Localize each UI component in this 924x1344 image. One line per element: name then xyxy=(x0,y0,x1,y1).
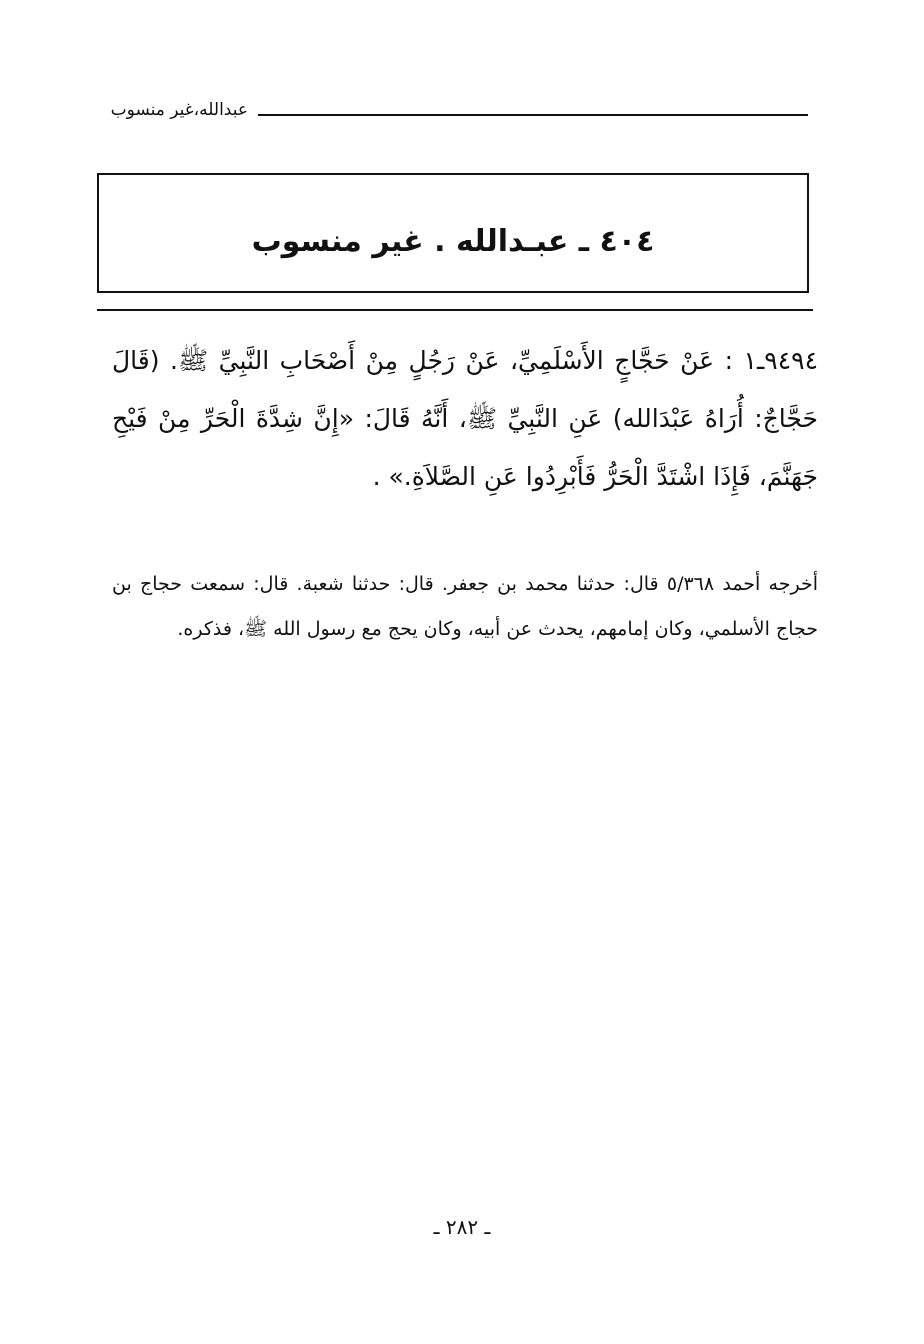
chapter-title: ٤٠٤ ـ عبـدالله . غير منسوب xyxy=(251,224,655,259)
title-bottom-rule xyxy=(97,309,813,311)
hadith-text: عَنْ حَجَّاجٍ الأَسْلَمِيِّ، عَنْ رَجُلٍ مِنْ أَصْحَابِ النَّبِيِّ ﷺ. (قَالَ حَجَّاجٌ: أُرَاهُ عَبْدَالله) عَنِ النَّبِيِّ ﷺ، أَنَّهُ قَالَ: «إِنَّ شِدَّةَ الْحَرِّ مِنْ فَيْحِ جَهَنَّمَ، فَإِذَا اشْتَدَّ الْحَرُّ فَأَبْرِدُوا عَنِ الصَّلاَةِ.» . xyxy=(112,346,818,491)
hadith-number: ٩٤٩٤ـ١ : xyxy=(724,346,818,375)
takhrij-paragraph: أخرجه أحمد ٥/٣٦٨ قال: حدثنا محمد بن جعفر. قال: حدثنا شعبة. قال: سمعت حجاج بن حجاج الأسلمي، وكان إمامهم، يحدث عن أبيه، وكان يحج مع رسول الله ﷺ، فذكره. xyxy=(112,573,818,640)
chapter-title-box xyxy=(97,173,809,293)
running-header xyxy=(108,100,808,132)
hadith-paragraph xyxy=(112,332,818,506)
header-rule xyxy=(258,114,808,116)
running-title: عبدالله،غير منسوب xyxy=(110,100,248,120)
page-number: ـ ٢٨٢ ـ xyxy=(433,1215,491,1239)
